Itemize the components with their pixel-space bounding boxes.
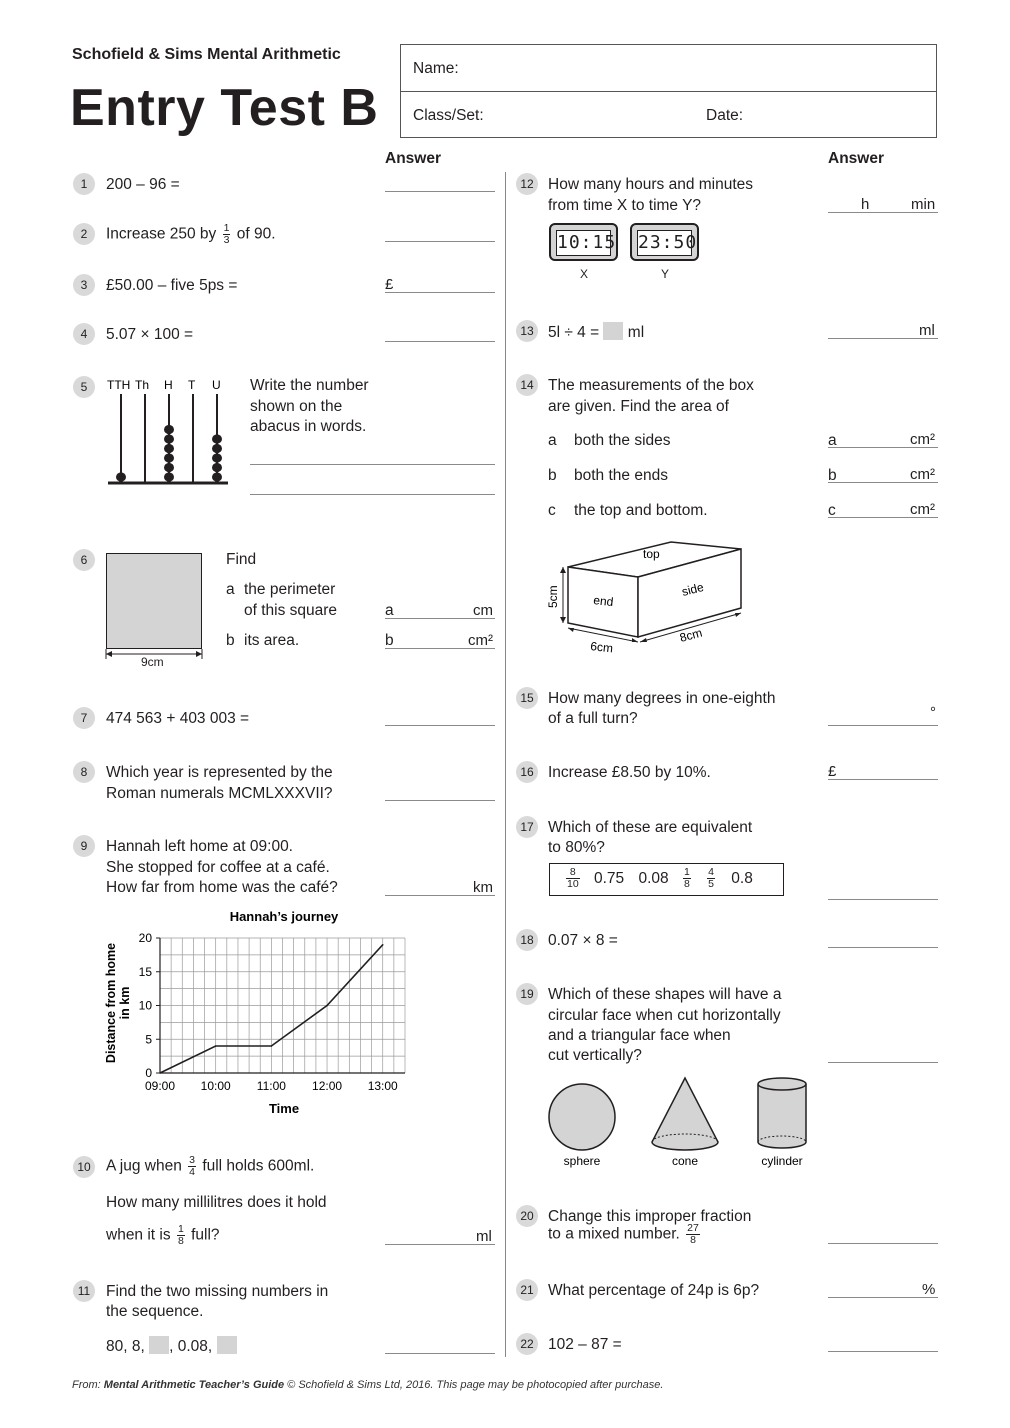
q7-answer-line[interactable] <box>385 725 495 726</box>
q11-sequence: 80, 8, , 0.08, <box>106 1336 237 1358</box>
box-height-label: 5cm <box>546 585 560 608</box>
abacus-bead <box>212 434 222 443</box>
fraction: $\frac{1}{3}$ <box>223 222 230 246</box>
question-number: 4 <box>73 323 95 345</box>
question-number: 15 <box>516 687 538 709</box>
missing-box <box>149 1336 169 1354</box>
q19-answer-line[interactable] <box>828 1062 938 1063</box>
fraction: $\frac{1}{8}$ <box>177 1223 184 1247</box>
missing-box <box>603 322 623 340</box>
question-number: 19 <box>516 983 538 1005</box>
q14-c-text: the top and bottom. <box>574 502 708 519</box>
q19-line4: cut vertically? <box>548 1047 642 1064</box>
question-number: 5 <box>73 376 95 398</box>
abacus-bead <box>164 425 174 434</box>
q22-answer-line[interactable] <box>828 1351 938 1352</box>
abacus-bead <box>164 434 174 443</box>
cone-shape <box>652 1078 718 1150</box>
q6-b-label: b <box>226 632 235 649</box>
q13-text: 5l ÷ 4 = ml <box>548 324 645 341</box>
option: 0.75 <box>594 869 625 887</box>
clock-y <box>630 223 699 261</box>
date-label: Date: <box>706 107 744 124</box>
q5-line2: shown on the <box>250 398 343 415</box>
cylinder-shape <box>758 1078 806 1148</box>
q21-text: What percentage of 24p is 6p? <box>548 1282 760 1299</box>
clock-x-display: 10:15 <box>556 230 611 256</box>
question-number: 9 <box>73 835 95 857</box>
q8-line1: Which year is represented by the <box>106 764 333 781</box>
q3-text: £50.00 – five 5ps = <box>106 277 238 294</box>
shape-label: cone <box>671 1154 699 1168</box>
q16-unit: £ <box>828 763 837 780</box>
q10-line1: A jug when $\frac{3}{4}$ full holds 600ml. <box>106 1154 315 1178</box>
name-label: Name: <box>413 60 459 77</box>
q18-answer-line[interactable] <box>828 947 938 948</box>
fraction: $\frac{3}{4}$ <box>189 1154 195 1178</box>
q14-line1: The measurements of the box <box>548 377 754 394</box>
chart-title: Hannah’s journey <box>229 909 339 924</box>
abacus-bead <box>212 472 222 481</box>
chart-ylabel: Distance from home <box>104 942 118 1064</box>
q5-answer-line-1[interactable] <box>250 464 495 465</box>
q3-unit: £ <box>385 276 394 293</box>
shapes-diagram <box>544 1074 814 1170</box>
q17-options-box <box>549 863 784 896</box>
q6-find: Find <box>226 551 257 568</box>
abacus-bead <box>164 463 174 472</box>
abacus-label: T <box>188 378 196 392</box>
q5-line3: abacus in words. <box>250 418 367 435</box>
q6-a-line1: the perimeter <box>244 581 336 598</box>
q21-answer-line[interactable] <box>828 1297 938 1298</box>
q10-answer-line[interactable] <box>385 1244 495 1245</box>
q11-line2: the sequence. <box>106 1303 204 1320</box>
column-divider <box>505 172 506 1357</box>
q20-answer-line[interactable] <box>828 1243 938 1244</box>
q3-answer-line[interactable] <box>385 292 495 293</box>
q9-line3: How far from home was the café? <box>106 879 338 896</box>
question-number: 1 <box>73 173 95 195</box>
abacus-label: Th <box>135 378 150 392</box>
q14-b-text: both the ends <box>574 467 668 484</box>
q19-line1: Which of these shapes will have a <box>548 986 782 1003</box>
q2-text: Increase 250 by $\frac{1}{3}$ of 90. <box>106 222 276 246</box>
box-side-label: side <box>680 580 706 599</box>
q9-answer-line[interactable] <box>385 895 495 896</box>
q5-line1: Write the number <box>250 377 369 394</box>
q12-unit-min: min <box>911 196 936 213</box>
q9-line2: She stopped for coffee at a café. <box>106 859 330 876</box>
shape-label: cylinder <box>761 1154 803 1168</box>
fraction: $\frac{27}{8}$ <box>687 1222 699 1246</box>
q14-a-label: a <box>548 432 557 449</box>
box-width-label: 6cm <box>589 639 614 655</box>
missing-box <box>217 1336 237 1354</box>
question-number: 16 <box>516 761 538 783</box>
abacus-bead <box>212 463 222 472</box>
q19-line3: and a triangular face when <box>548 1027 731 1044</box>
q13-answer-line[interactable] <box>828 338 938 339</box>
q14-b-label: b <box>548 467 557 484</box>
class-label: Class/Set: <box>413 107 484 124</box>
q14-answer-b-label: b <box>828 467 837 484</box>
q15-line1: How many degrees in one-eighth <box>548 690 776 707</box>
abacus-label: U <box>212 378 221 392</box>
q6-a-label: a <box>226 581 235 598</box>
page-title: Entry Test B <box>70 79 379 137</box>
question-number: 2 <box>73 223 95 245</box>
clock-y-label: Y <box>661 267 670 281</box>
abacus <box>100 372 235 490</box>
q12-answer-line[interactable] <box>828 212 938 213</box>
q20-line2: to a mixed number. $\frac{27}{8}$ <box>548 1222 699 1246</box>
option: 0.8 <box>731 869 753 887</box>
question-number: 12 <box>516 173 538 195</box>
question-number: 7 <box>73 707 95 729</box>
q1-text: 200 – 96 = <box>106 176 180 193</box>
q12-line1: How many hours and minutes <box>548 176 754 193</box>
q10-unit: ml <box>476 1228 492 1245</box>
square-shape <box>106 553 202 649</box>
q17-line1: Which of these are equivalent <box>548 819 753 836</box>
chart-y-tick-label: 0 <box>145 1066 152 1080</box>
chart-x-tick-label: 11:00 <box>256 1079 286 1093</box>
clock-x <box>549 223 618 261</box>
q7-text: 474 563 + 403 003 = <box>106 710 250 727</box>
option-fraction: $\frac{8}{10}$ <box>567 866 579 890</box>
question-number: 6 <box>73 549 95 571</box>
q11-line1: Find the two missing numbers in <box>106 1283 329 1300</box>
abacus-bead <box>164 444 174 453</box>
q15-line2: of a full turn? <box>548 710 638 727</box>
question-number: 13 <box>516 320 538 342</box>
q6-unit-a: cm <box>473 602 493 619</box>
q14-a-text: both the sides <box>574 432 671 449</box>
option: 0.08 <box>638 869 669 887</box>
chart-ylabel: in km <box>118 986 132 1020</box>
shape-label: sphere <box>563 1154 601 1168</box>
q14-answer-c-label: c <box>828 502 836 519</box>
abacus-label: TTH <box>107 378 131 392</box>
chart-y-tick-label: 15 <box>138 964 152 979</box>
abacus-label: H <box>164 378 173 392</box>
q10-line2: How many millilitres does it hold <box>106 1194 327 1211</box>
abacus-bead <box>212 453 222 462</box>
q20-line1: Change this improper fraction <box>548 1208 752 1225</box>
answer-heading-left: Answer <box>385 150 441 167</box>
q9-unit: km <box>473 879 493 896</box>
q15-unit: ° <box>930 704 936 721</box>
question-number: 10 <box>73 1156 95 1178</box>
q14-answer-line-b[interactable] <box>828 482 938 483</box>
chart-x-tick-label: 10:00 <box>200 1079 231 1093</box>
q16-answer-line[interactable] <box>828 779 938 780</box>
abacus-bead <box>212 444 222 453</box>
q12-unit-h: h <box>861 196 870 213</box>
abacus-bead <box>164 453 174 462</box>
q14-c-label: c <box>548 502 556 519</box>
clock-y-display: 23:50 <box>637 230 692 256</box>
name-box[interactable] <box>400 44 937 138</box>
option-fraction: $\frac{4}{5}$ <box>708 866 714 890</box>
question-number: 3 <box>73 274 95 296</box>
q16-text: Increase £8.50 by 10%. <box>548 764 711 781</box>
q13-unit: ml <box>919 322 935 339</box>
q4-text: 5.07 × 100 = <box>106 326 194 343</box>
q4-answer-line[interactable] <box>385 341 495 342</box>
q10-line3: when it is $\frac{1}{8}$ full? <box>106 1223 220 1247</box>
option-fraction: $\frac{1}{8}$ <box>683 866 690 890</box>
q12-line2: from time X to time Y? <box>548 197 702 214</box>
box-end-label: end <box>592 593 615 610</box>
q15-answer-line[interactable] <box>828 725 938 726</box>
q22-text: 102 – 87 = <box>548 1336 622 1353</box>
q14-unit-a: cm² <box>910 431 935 448</box>
question-number: 14 <box>516 374 538 396</box>
q17-line2: to 80%? <box>548 839 605 856</box>
q8-line2: Roman numerals MCMLXXXVII? <box>106 785 333 802</box>
journey-chart <box>95 903 425 1121</box>
q5-answer-line-2[interactable] <box>250 494 495 495</box>
chart-y-tick-label: 20 <box>138 931 152 945</box>
q14-answer-a-label: a <box>828 432 837 449</box>
q9-line1: Hannah left home at 09:00. <box>106 838 293 855</box>
box-depth-label: 8cm <box>678 625 704 645</box>
q14-answer-line-c[interactable] <box>828 517 938 518</box>
abacus-bead <box>116 472 126 481</box>
q1-answer-line[interactable] <box>385 191 495 192</box>
box-top-label: top <box>643 547 660 561</box>
footer: From: Mental Arithmetic Teacher’s Guide © Schofield & Sims Ltd, 2016. This page may be photocopied after purchase. <box>72 1379 664 1391</box>
question-number: 11 <box>73 1280 95 1302</box>
q14-unit-c: cm² <box>910 501 935 518</box>
q6-answer-a-label: a <box>385 602 394 619</box>
box-diagram <box>543 540 748 655</box>
q11-answer-line[interactable] <box>385 1353 495 1354</box>
q17-answer-line[interactable] <box>828 899 938 900</box>
q14-line2: are given. Find the area of <box>548 398 729 415</box>
question-number: 20 <box>516 1205 538 1227</box>
q6-b-line1: its area. <box>244 632 300 649</box>
chart-x-tick-label: 09:00 <box>144 1079 176 1093</box>
q14-unit-b: cm² <box>910 466 935 483</box>
q14-answer-line-a[interactable] <box>828 447 938 448</box>
question-number: 21 <box>516 1279 538 1301</box>
square-dimension: 9cm <box>141 655 164 669</box>
q2-answer-line[interactable] <box>385 241 495 242</box>
q6-a-line2: of this square <box>244 602 338 619</box>
publisher: Schofield & Sims Mental Arithmetic <box>72 46 341 63</box>
q6-answer-line-a[interactable] <box>385 618 495 619</box>
q6-answer-b-label: b <box>385 632 394 649</box>
question-number: 8 <box>73 761 95 783</box>
q21-unit: % <box>922 1281 936 1298</box>
chart-y-tick-label: 10 <box>138 998 152 1013</box>
q8-answer-line[interactable] <box>385 800 495 801</box>
q6-answer-line-b[interactable] <box>385 648 495 649</box>
question-number: 22 <box>516 1333 538 1355</box>
clock-x-label: X <box>580 267 589 281</box>
question-number: 17 <box>516 816 538 838</box>
answer-heading-right: Answer <box>828 150 884 167</box>
sphere-shape <box>549 1084 615 1150</box>
question-number: 18 <box>516 929 538 951</box>
chart-xlabel: Time <box>268 1101 300 1116</box>
chart-y-tick-label: 5 <box>145 1032 152 1047</box>
q18-text: 0.07 × 8 = <box>548 932 618 949</box>
q19-line2: circular face when cut horizontally <box>548 1007 781 1024</box>
q6-unit-b: cm² <box>468 632 493 649</box>
chart-x-tick-label: 13:00 <box>367 1079 398 1093</box>
abacus-bead <box>164 472 174 481</box>
chart-x-tick-label: 12:00 <box>312 1079 343 1093</box>
